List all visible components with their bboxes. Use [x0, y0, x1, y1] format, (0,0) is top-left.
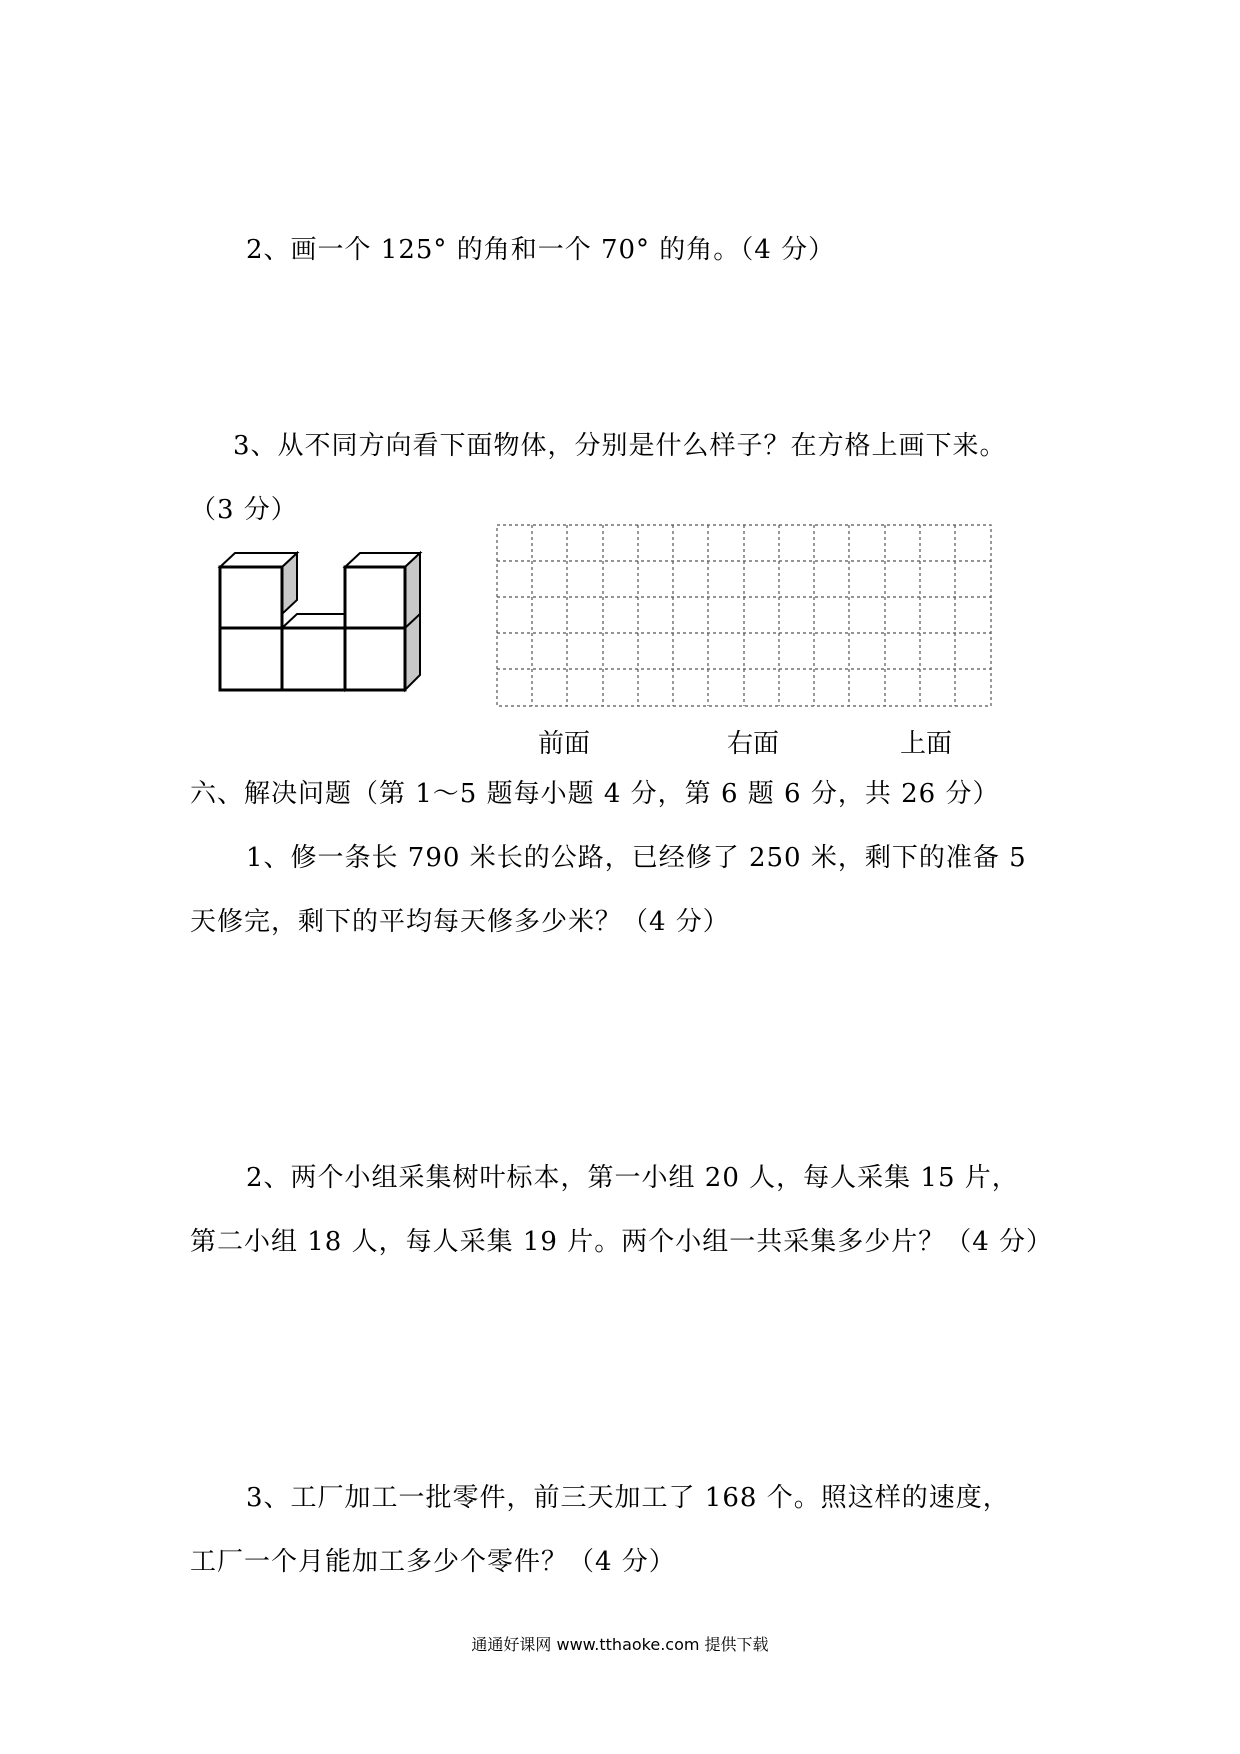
view-label-right: 右面	[727, 729, 780, 759]
question-6-2-line2: 第二小组 18 人，每人采集 19 片。两个小组一共采集多少片？（4 分）	[190, 1227, 1054, 1257]
question-6-3-line1: 3、工厂加工一批零件，前三天加工了 168 个。照这样的速度，	[246, 1483, 1010, 1513]
question-6-1-line1: 1、修一条长 790 米长的公路，已经修了 250 米，剩下的准备 5	[246, 843, 1027, 873]
footer-source: 通通好课网 www.tthaoke.com 提供下载	[471, 1635, 769, 1654]
question-6-3-line2: 工厂一个月能加工多少个零件？（4 分）	[190, 1547, 676, 1577]
cube-object-figure	[210, 540, 430, 705]
question-6-2-line1: 2、两个小组采集树叶标本，第一小组 20 人，每人采集 15 片，	[246, 1163, 1019, 1193]
view-label-front: 前面	[538, 729, 591, 759]
question-6-1-line2: 天修完，剩下的平均每天修多少米？（4 分）	[190, 907, 730, 937]
question-5-3-line1: 3、从不同方向看下面物体，分别是什么样子？在方格上画下来。	[233, 431, 1007, 461]
question-5-2: 2、画一个 125° 的角和一个 70° 的角。（4 分）	[246, 235, 836, 265]
view-label-top: 上面	[900, 729, 953, 759]
question-5-3-line2: （3 分）	[190, 495, 298, 525]
drawing-grid[interactable]	[496, 524, 994, 710]
section-6-heading: 六、解决问题（第 1～5 题每小题 4 分，第 6 题 6 分，共 26 分）	[190, 779, 1000, 809]
